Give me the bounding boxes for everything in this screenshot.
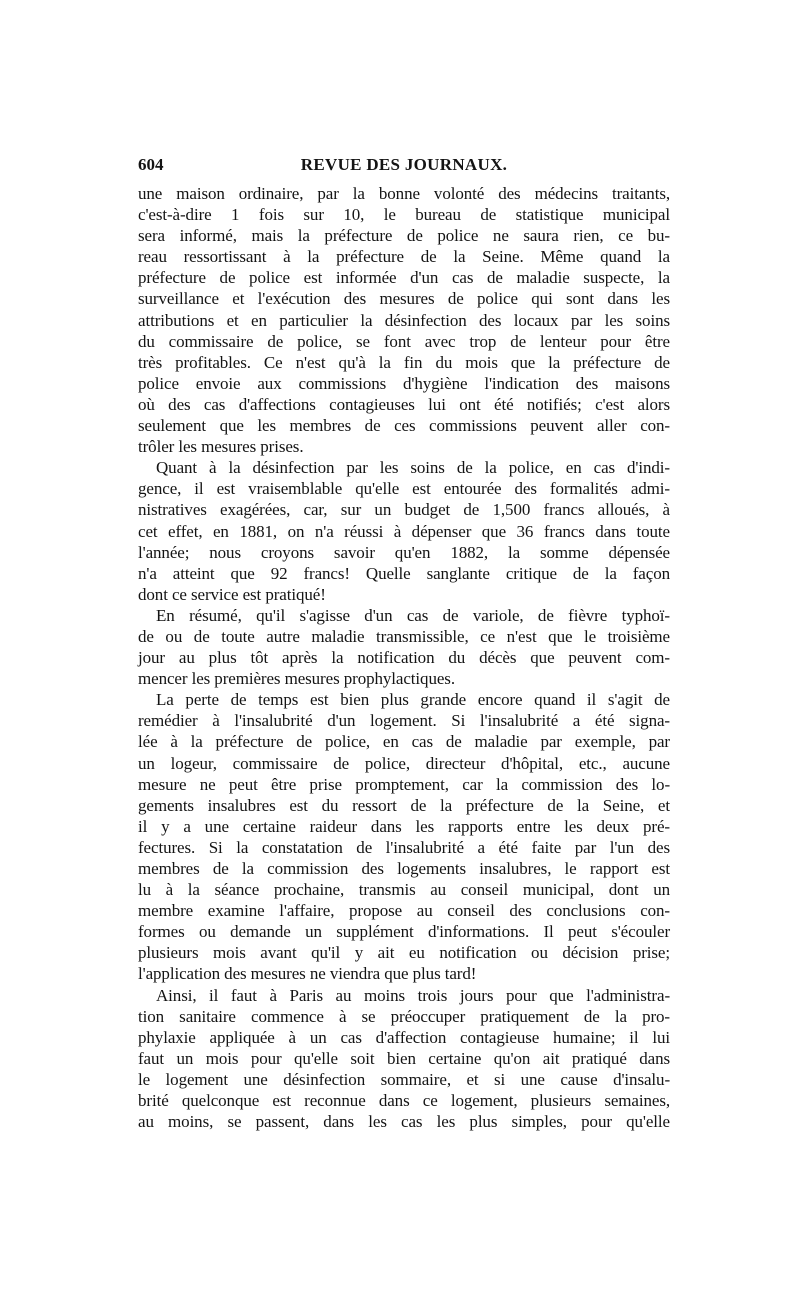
text-line: jour au plus tôt après la notification du décès que peuvent com- bbox=[138, 648, 670, 668]
text-line: surveillance et l'exécution des mesures de police qui sont dans les bbox=[138, 289, 670, 309]
text-line: mesure ne peut être prise promptement, car la commission des lo- bbox=[138, 774, 670, 794]
text-line: fectures. Si la constatation de l'insalubrité a été faite par l'un des bbox=[138, 837, 670, 857]
text-line: tion sanitaire commence à se préoccuper pratiquement de la pro- bbox=[138, 1006, 670, 1026]
text-line: police envoie aux commissions d'hygiène l'indication des maisons bbox=[138, 373, 670, 393]
text-line: un logeur, commissaire de police, directeur d'hôpital, etc., aucune bbox=[138, 753, 670, 773]
text-line: mencer les premières mesures prophylactiques. bbox=[138, 669, 455, 689]
text-line: brité quelconque est reconnue dans ce logement, plusieurs semaines, bbox=[138, 1091, 670, 1111]
text-line: au moins, se passent, dans les cas les plus simples, pour qu'elle bbox=[138, 1112, 670, 1132]
text-line: attributions et en particulier la désinfection des locaux par les soins bbox=[138, 310, 670, 330]
text-line: lée à la préfecture de police, en cas de maladie par exemple, par bbox=[138, 732, 670, 752]
text-line: il y a une certaine raideur dans les rapports entre les deux pré- bbox=[138, 816, 670, 836]
text-line: cet effet, en 1881, on n'a réussi à dépenser que 36 francs dans toute bbox=[138, 521, 670, 541]
text-line: remédier à l'insalubrité d'un logement. Si l'insalubrité a été signa- bbox=[138, 711, 670, 731]
page-number: 604 bbox=[138, 155, 164, 174]
text-line: préfecture de police est informée d'un cas de maladie suspecte, la bbox=[138, 268, 670, 288]
text-line: faut un mois pour qu'elle soit bien certaine qu'on ait pratiqué dans bbox=[138, 1048, 670, 1068]
text-line: c'est-à-dire 1 fois sur 10, le bureau de statistique municipal bbox=[138, 205, 670, 225]
text-line: une maison ordinaire, par la bonne volonté des médecins traitants, bbox=[138, 184, 670, 203]
text-line: seulement que les membres de ces commissions peuvent aller con- bbox=[138, 416, 670, 436]
text-line: dont ce service est pratiqué! bbox=[138, 584, 326, 604]
text-line: où des cas d'affections contagieuses lui ont été notifiés; c'est alors bbox=[138, 394, 670, 414]
page-header bbox=[138, 150, 670, 180]
document-page bbox=[138, 150, 670, 1132]
text-line: le logement une désinfection sommaire, et si une cause d'insalu- bbox=[138, 1069, 670, 1089]
text-line: gence, il est vraisemblable qu'elle est entourée des formalités admi- bbox=[138, 479, 670, 499]
paragraph-start-line: La perte de temps est bien plus grande encore quand il s'agit de bbox=[156, 690, 670, 710]
text-line: lu à la séance prochaine, transmis au conseil municipal, dont un bbox=[138, 880, 670, 900]
text-line: de ou de toute autre maladie transmissible, ce n'est que le troisième bbox=[138, 626, 670, 646]
text-line: très profitables. Ce n'est qu'à la fin du mois que la préfecture de bbox=[138, 352, 670, 372]
body-text bbox=[138, 183, 670, 1132]
text-line: du commissaire de police, se font avec trop de lenteur pour être bbox=[138, 331, 670, 351]
text-line: sera informé, mais la préfecture de police ne saura rien, ce bu- bbox=[138, 226, 670, 246]
paragraph-start-line: Ainsi, il faut à Paris au moins trois jours pour que l'administra- bbox=[156, 985, 670, 1005]
text-line: l'application des mesures ne viendra que plus tard! bbox=[138, 964, 477, 984]
text-line: n'a atteint que 92 francs! Quelle sanglante critique de la façon bbox=[138, 563, 670, 583]
text-line: phylaxie appliquée à un cas d'affection contagieuse humaine; il lui bbox=[138, 1027, 670, 1047]
text-line: gements insalubres est du ressort de la préfecture de la Seine, et bbox=[138, 795, 670, 815]
text-line: membres de la commission des logements insalubres, le rapport est bbox=[138, 859, 670, 878]
running-title: REVUE DES JOURNAUX. bbox=[300, 155, 508, 174]
text-line: membre examine l'affaire, propose au conseil des conclusions con- bbox=[138, 901, 670, 921]
text-line: trôler les mesures prises. bbox=[138, 437, 304, 457]
text-line: reau ressortissant à la préfecture de la Seine. Même quand la bbox=[138, 247, 670, 267]
paragraph-start-line: Quant à la désinfection par les soins de la police, en cas d'indi- bbox=[156, 458, 670, 478]
text-line: plusieurs mois avant qu'il y ait eu notification ou décision prise; bbox=[138, 943, 670, 963]
text-line: formes ou demande un supplément d'informations. Il peut s'écouler bbox=[138, 922, 670, 942]
text-line: l'année; nous croyons savoir qu'en 1882, la somme dépensée bbox=[138, 542, 670, 562]
paragraph-start-line: En résumé, qu'il s'agisse d'un cas de variole, de fièvre typhoï- bbox=[156, 605, 670, 625]
text-line: nistratives exagérées, car, sur un budget de 1,500 francs alloués, à bbox=[138, 500, 670, 520]
